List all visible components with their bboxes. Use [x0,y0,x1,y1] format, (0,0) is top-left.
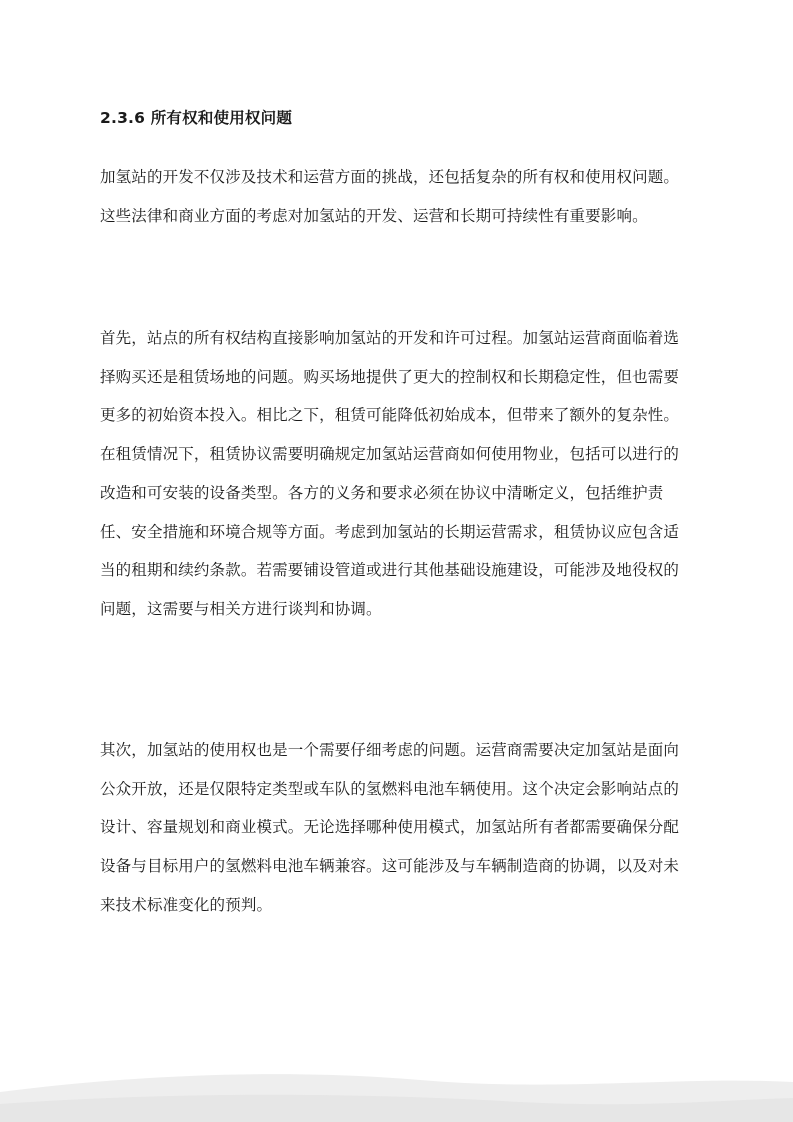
paragraph-ownership [100,319,696,629]
section-heading: 2.3.6 所有权和使用权问题 [100,109,293,127]
paragraph-line: 在租赁情况下，租赁协议需要明确规定加氢站运营商如何使用物业，包括可以进行的 [100,445,680,464]
paragraph-line: 更多的初始资本投入。相比之下，租赁可能降低初始成本，但带来了额外的复杂性。 [100,406,680,425]
paragraph-line: 首先，站点的所有权结构直接影响加氢站的开发和许可过程。加氢站运营商面临着选 [100,329,680,347]
paragraph-line: 加氢站的开发不仅涉及技术和运营方面的挑战，还包括复杂的所有权和使用权问题。 [100,168,680,186]
paragraph-line: 任、安全措施和环境合规等方面。考虑到加氢站的长期运营需求，租赁协议应包含适 [100,522,680,541]
paragraph-usage-rights [100,731,696,925]
paragraph-line: 改造和可安装的设备类型。各方的义务和要求必须在协议中清晰定义，包括维护责 [100,483,664,502]
paragraph-intro [100,158,696,235]
paragraph-line: 设计、容量规划和商业模式。无论选择哪种使用模式，加氢站所有者都需要确保分配 [100,818,680,837]
paragraph-line: 问题，这需要与相关方进行谈判和协调。 [100,599,382,618]
footer-wave-decoration [0,1052,793,1122]
paragraph-line: 择购买还是租赁场地的问题。购买场地提供了更大的控制权和长期稳定性，但也需要 [100,367,680,386]
paragraph-line: 设备与目标用户的氢燃料电池车辆兼容。这可能涉及与车辆制造商的协调，以及对未 [100,857,680,876]
paragraph-line: 这些法律和商业方面的考虑对加氢站的开发、运营和长期可持续性有重要影响。 [100,206,648,225]
paragraph-line: 来技术标准变化的预判。 [100,895,273,914]
paragraph-line: 其次，加氢站的使用权也是一个需要仔细考虑的问题。运营商需要决定加氢站是面向 [100,741,680,759]
paragraph-line: 公众开放，还是仅限特定类型或车队的氢燃料电池车辆使用。这个决定会影响站点的 [100,779,680,798]
paragraph-line: 当的租期和续约条款。若需要铺设管道或进行其他基础设施建设，可能涉及地役权的 [100,561,680,580]
